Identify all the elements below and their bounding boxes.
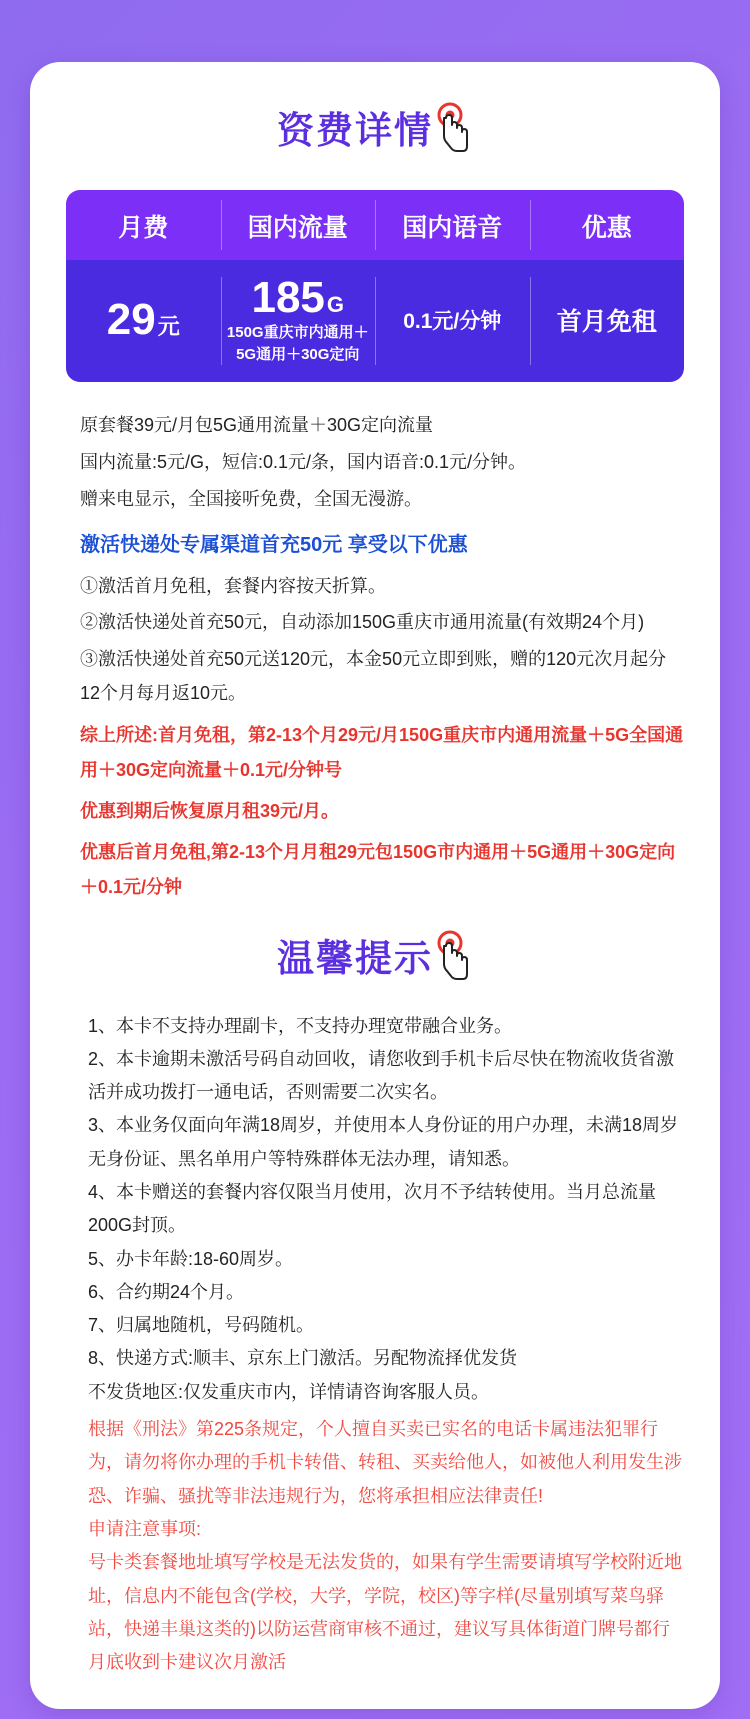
plan-table-value-row: [66, 260, 684, 382]
tip-item: 2、本卡逾期未激活号码自动回收，请您收到手机卡后尽快在物流收货省激活并成功拨打一通电话，否则需要二次实名。: [88, 1048, 675, 1103]
tip-item: 6、合约期24个月。: [88, 1281, 245, 1302]
tip-item: 4、本卡赠送的套餐内容仅限当月使用，次月不予结转使用。当月总流量200G封顶。: [88, 1181, 657, 1236]
legal-warnings: [66, 1413, 684, 1679]
plan-header-data: 国内流量: [221, 190, 376, 260]
monthly-fee-unit: 元: [157, 313, 180, 339]
tips-title: [66, 937, 684, 992]
page-title: [66, 112, 684, 164]
data-detail-line-1: 150G重庆市内通用＋: [226, 323, 369, 341]
warning-line: 根据《刑法》第225条规定，个人擅自买卖已实名的电话卡属违法犯罪行为，请勿将你办理的手机卡转借、转租、买卖给他人，如被他人利用发生涉恐、诈骗、骚扰等非法违规行为，您将承担相应法律责任!: [88, 1419, 682, 1506]
data-unit: G: [326, 291, 345, 317]
page-title-text: 资费详情: [277, 110, 433, 151]
plan-value-data: [221, 260, 376, 382]
summary-line: 综上所述:首月免租，第2-13个月29元/月150G重庆市内通用流量＋5G全国通用＋30G定向流量＋0.1元/分钟号: [80, 725, 684, 781]
plan-table: [66, 190, 684, 382]
plan-details: [66, 408, 684, 517]
plan-value-discount: [530, 260, 685, 382]
tip-item: 5、办卡年龄:18-60周岁。: [88, 1248, 294, 1269]
promo-items: [66, 569, 684, 710]
pointing-hand-icon: [427, 930, 473, 982]
content-card: [30, 62, 720, 1709]
plan-value-voice: [375, 260, 530, 382]
detail-line: 国内流量:5元/G，短信:0.1元/条，国内语音:0.1元/分钟。: [80, 452, 527, 473]
promo-item: ①激活首月免租，套餐内容按天折算。: [80, 576, 386, 597]
promo-summary: [66, 718, 684, 905]
plan-table-header-row: [66, 190, 684, 260]
plan-header-monthly-fee: 月费: [118, 214, 169, 242]
data-detail-line-2: 5G通用＋30G定向: [236, 346, 360, 364]
discount-value: 首月免租: [556, 308, 657, 336]
tip-item: 不发货地区:仅发重庆市内，详情请咨询客服人员。: [88, 1381, 489, 1402]
promo-item: ②激活快递处首充50元，自动添加150G重庆市通用流量(有效期24个月): [80, 612, 645, 633]
warning-line: 申请注意事项:: [88, 1518, 202, 1539]
voice-value: 0.1元/分钟: [403, 310, 502, 333]
pointing-hand-icon: [427, 102, 473, 154]
promo-heading: 激活快递处专属渠道首充50元 享受以下优惠: [80, 534, 468, 557]
plan-header-voice: 国内语音: [375, 190, 530, 260]
plan-value-monthly-fee: [66, 260, 221, 382]
tip-item: 3、本业务仅面向年满18周岁，并使用本人身份证的用户办理，未满18周岁无身份证、黑名单用户等特殊群体无法办理，请知悉。: [88, 1115, 679, 1169]
summary-line: 优惠后首月免租,第2-13个月月租29元包150G市内通用＋5G通用＋30G定向＋0.1元/分钟: [80, 842, 676, 898]
tip-item: 1、本卡不支持办理副卡，不支持办理宽带融合业务。: [88, 1015, 513, 1036]
detail-line: 赠来电显示，全国接听免费，全国无漫游。: [80, 489, 422, 510]
data-value: 185: [251, 272, 325, 322]
monthly-fee-value: 29: [106, 294, 156, 344]
warning-line: 号卡类套餐地址填写学校是无法发货的，如果有学生需要请填写学校附近地址，信息内不能包含(学校，大学，学院，校区)等字样(尽量别填写菜鸟驿站，快递丰巢这类的)以防运营商审核不通过，建议写具体街道门牌号都行月底收到卡建议次月激活: [88, 1552, 682, 1673]
detail-line: 原套餐39元/月包5G通用流量＋30G定向流量: [80, 415, 434, 435]
tip-item: 7、归属地随机，号码随机。: [88, 1315, 315, 1336]
tip-item: 8、快递方式:顺丰、京东上门激活。另配物流择优发货: [88, 1348, 518, 1369]
tips-title-text: 温馨提示: [277, 937, 433, 979]
plan-header-discount: 优惠: [530, 190, 685, 260]
tips-list: [66, 1010, 684, 1410]
summary-line: 优惠到期后恢复原月租39元/月。: [80, 801, 340, 822]
promo-item: ③激活快递处首充50元送120元，本金50元立即到账，赠的120元次月起分12个月每月返10元。: [80, 648, 667, 703]
